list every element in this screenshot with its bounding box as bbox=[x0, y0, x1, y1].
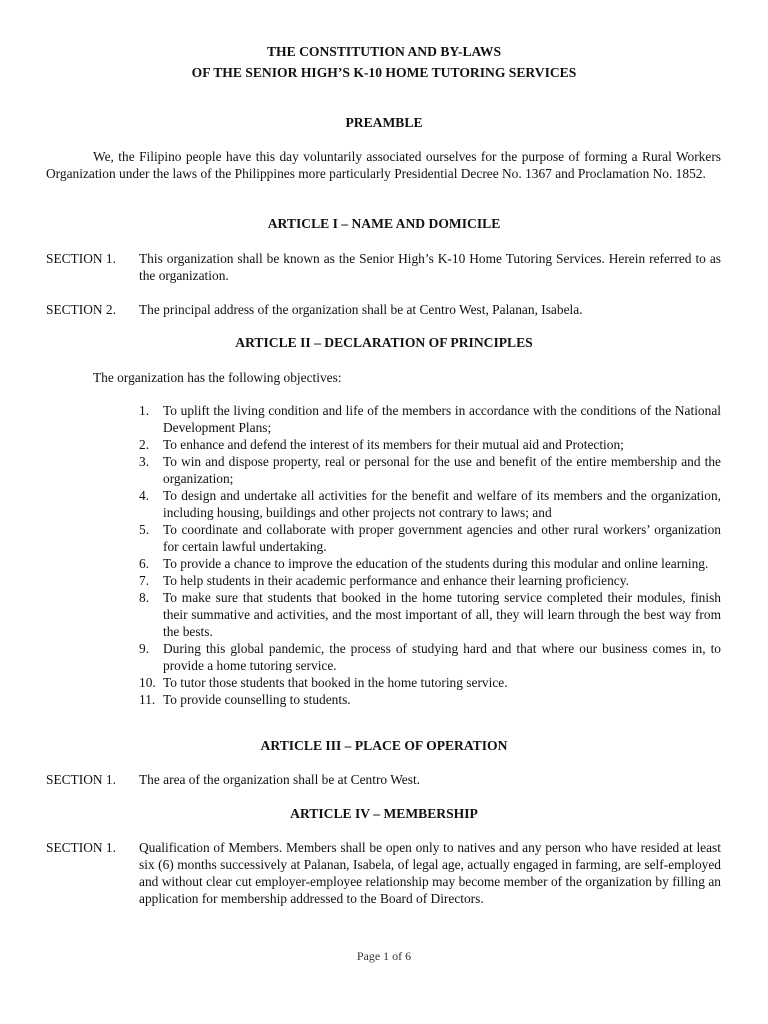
article-4-heading: ARTICLE IV – MEMBERSHIP bbox=[290, 806, 478, 821]
list-item-text: To enhance and defend the interest of its members for their mutual aid and Protection; bbox=[163, 437, 624, 452]
section-label: SECTION 1. bbox=[46, 251, 116, 266]
section-text: The area of the organization shall be at Centro West. bbox=[139, 772, 421, 787]
list-item-number: 7. bbox=[139, 573, 150, 588]
article-1-heading: ARTICLE I – NAME AND DOMICILE bbox=[267, 216, 501, 231]
section-text: The principal address of the organization shall be at Centro West, Palanan, Isabela. bbox=[139, 302, 583, 317]
section-label: SECTION 2. bbox=[46, 302, 116, 317]
list-item-text: To win and dispose property, real or personal for the use and benefit of the entire membership and the organization; bbox=[163, 454, 721, 486]
list-item bbox=[139, 555, 721, 572]
list-item bbox=[139, 589, 721, 640]
list-item-number: 1. bbox=[139, 403, 150, 418]
article-2-intro: The organization has the following objectives: bbox=[93, 370, 342, 385]
document-title-line-1: THE CONSTITUTION AND BY-LAWS bbox=[266, 44, 502, 59]
list-item bbox=[139, 436, 721, 453]
list-item-number: 9. bbox=[139, 641, 150, 656]
list-item bbox=[139, 640, 721, 674]
list-item-text: To provide counselling to students. bbox=[163, 692, 351, 707]
objectives-list bbox=[139, 402, 721, 708]
list-item bbox=[139, 521, 721, 555]
section-text: Qualification of Members. Members shall be open only to natives and any person who have resided at least six (6) months successively at Palanan, Isabela, of legal age, actually engaged in farming, are self-employed and without clear cut employer-employee relationship may become member of the organization by filling an application for membership addressed to the Board of Directors. bbox=[139, 840, 721, 906]
list-item bbox=[139, 402, 721, 436]
list-item-text: To provide a chance to improve the education of the students during this modular and online learning. bbox=[163, 556, 709, 571]
list-item bbox=[139, 453, 721, 487]
list-item-text: To design and undertake all activities for the benefit and welfare of its members and the organization, including housing, buildings and other projects not contrary to laws; and bbox=[163, 488, 721, 520]
list-item bbox=[139, 674, 721, 691]
list-item-number: 6. bbox=[139, 556, 150, 571]
list-item-number: 2. bbox=[139, 437, 150, 452]
list-item-number: 8. bbox=[139, 590, 150, 605]
list-item-text: To coordinate and collaborate with proper government agencies and other rural workers’ organization for certain lawful undertaking. bbox=[163, 522, 721, 554]
list-item-text: To uplift the living condition and life of the members in accordance with the conditions of the National Development Plans; bbox=[163, 403, 721, 435]
list-item-text: To tutor those students that booked in the home tutoring service. bbox=[163, 675, 508, 690]
preamble-text: We, the Filipino people have this day voluntarily associated ourselves for the purpose of forming a Rural Workers Organization under the laws of the Philippines more particularly Presidential Decree No. 1367 and Proclamation No. 1852. bbox=[46, 149, 721, 181]
list-item-number: 10. bbox=[139, 675, 156, 690]
page-number-footer: Page 1 of 6 bbox=[356, 949, 412, 963]
document-title-line-2: OF THE SENIOR HIGH’S K-10 HOME TUTORING SERVICES bbox=[191, 65, 577, 80]
list-item-number: 11. bbox=[139, 692, 156, 707]
list-item bbox=[139, 691, 721, 708]
list-item-number: 5. bbox=[139, 522, 150, 537]
list-item-text: To make sure that students that booked in the home tutoring service completed their modules, finish their summative and activities, and the most important of all, they will learn through the best way from the bests. bbox=[163, 590, 721, 639]
section-text: This organization shall be known as the Senior High’s K-10 Home Tutoring Services. Herein referred to as the organization. bbox=[139, 251, 721, 283]
preamble-heading: PREAMBLE bbox=[345, 115, 423, 130]
section-label: SECTION 1. bbox=[46, 772, 116, 787]
list-item-number: 3. bbox=[139, 454, 150, 469]
preamble-paragraph bbox=[46, 148, 721, 182]
list-item-text: To help students in their academic performance and enhance their learning proficiency. bbox=[163, 573, 629, 588]
article-3-heading: ARTICLE III – PLACE OF OPERATION bbox=[260, 738, 508, 753]
list-item bbox=[139, 487, 721, 521]
list-item-number: 4. bbox=[139, 488, 150, 503]
list-item bbox=[139, 572, 721, 589]
list-item-text: During this global pandemic, the process of studying hard and that where our business comes in, to provide a home tutoring service. bbox=[163, 641, 721, 673]
article-2-heading: ARTICLE II – DECLARATION OF PRINCIPLES bbox=[235, 335, 533, 350]
section-label: SECTION 1. bbox=[46, 840, 116, 855]
